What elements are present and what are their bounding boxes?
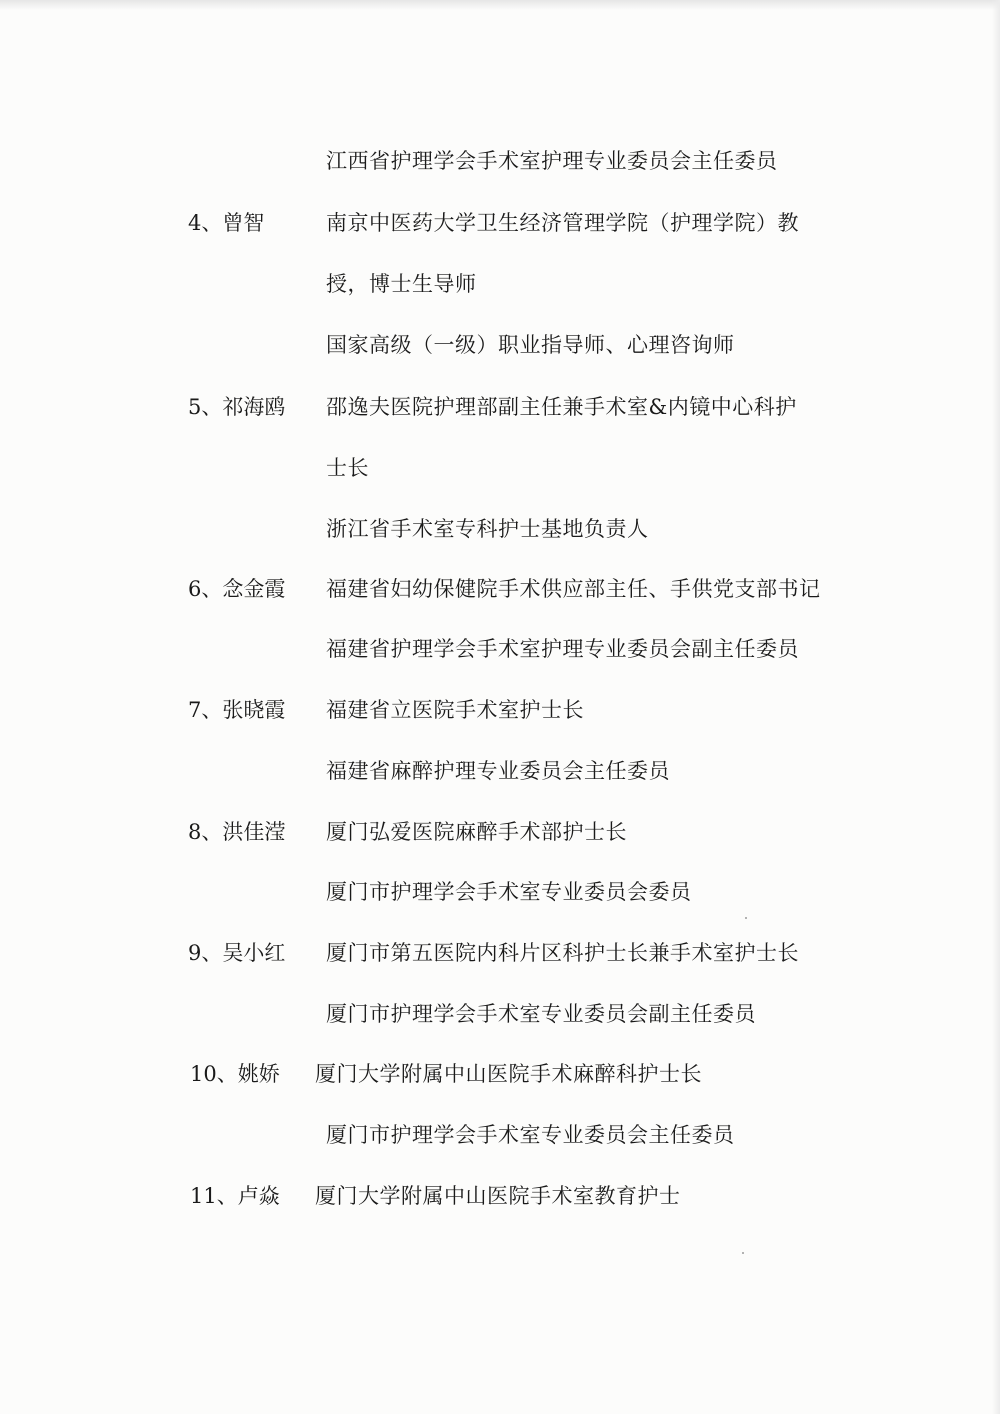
entry-10-name: 10、姚娇 — [190, 1062, 280, 1086]
entry-4-line-2: 授，博士生导师 — [326, 272, 477, 296]
entry-5-name: 5、祁海鸥 — [188, 395, 286, 419]
entry-4-line-1: 南京中医药大学卫生经济管理学院（护理学院）教 — [326, 211, 799, 235]
entry-5-line-1: 邵逸夫医院护理部副主任兼手术室&内镜中心科护 — [326, 395, 797, 419]
entry-6-line-2: 福建省护理学会手术室护理专业委员会副主任委员 — [326, 637, 799, 661]
entry-3-line-1: 江西省护理学会手术室护理专业委员会主任委员 — [326, 149, 778, 173]
entry-5-line-3: 浙江省手术室专科护士基地负责人 — [326, 517, 649, 541]
entry-5-line-2: 士长 — [326, 456, 369, 480]
scan-shadow-right — [992, 0, 1000, 1414]
entry-9-name: 9、吴小红 — [188, 941, 286, 965]
entry-4-line-3: 国家高级（一级）职业指导师、心理咨询师 — [326, 333, 735, 357]
entry-9-line-1: 厦门市第五医院内科片区科护士长兼手术室护士长 — [326, 941, 799, 965]
entry-6-name: 6、念金霞 — [188, 577, 286, 601]
entry-10-line-2: 厦门市护理学会手术室专业委员会主任委员 — [326, 1123, 735, 1147]
entry-8-name: 8、洪佳滢 — [188, 820, 286, 844]
entry-7-name: 7、张晓霞 — [188, 698, 286, 722]
entry-8-line-2: 厦门市护理学会手术室专业委员会委员 — [326, 880, 692, 904]
entry-6-line-1: 福建省妇幼保健院手术供应部主任、手供党支部书记 — [326, 577, 821, 601]
entry-4-name: 4、曾智 — [188, 211, 265, 235]
entry-11-name: 11、卢焱 — [190, 1184, 280, 1208]
entry-8-line-1: 厦门弘爱医院麻醉手术部护士长 — [326, 820, 627, 844]
scan-shadow-top — [0, 0, 1000, 10]
entry-10-line-1: 厦门大学附属中山医院手术麻醉科护士长 — [315, 1062, 702, 1086]
entry-11-line-1: 厦门大学附属中山医院手术室教育护士 — [315, 1184, 681, 1208]
entry-7-line-2: 福建省麻醉护理专业委员会主任委员 — [326, 759, 670, 783]
entry-9-line-2: 厦门市护理学会手术室专业委员会副主任委员 — [326, 1002, 756, 1026]
scan-speck — [745, 917, 747, 919]
entry-7-line-1: 福建省立医院手术室护士长 — [326, 698, 584, 722]
scan-speck — [742, 1252, 744, 1254]
